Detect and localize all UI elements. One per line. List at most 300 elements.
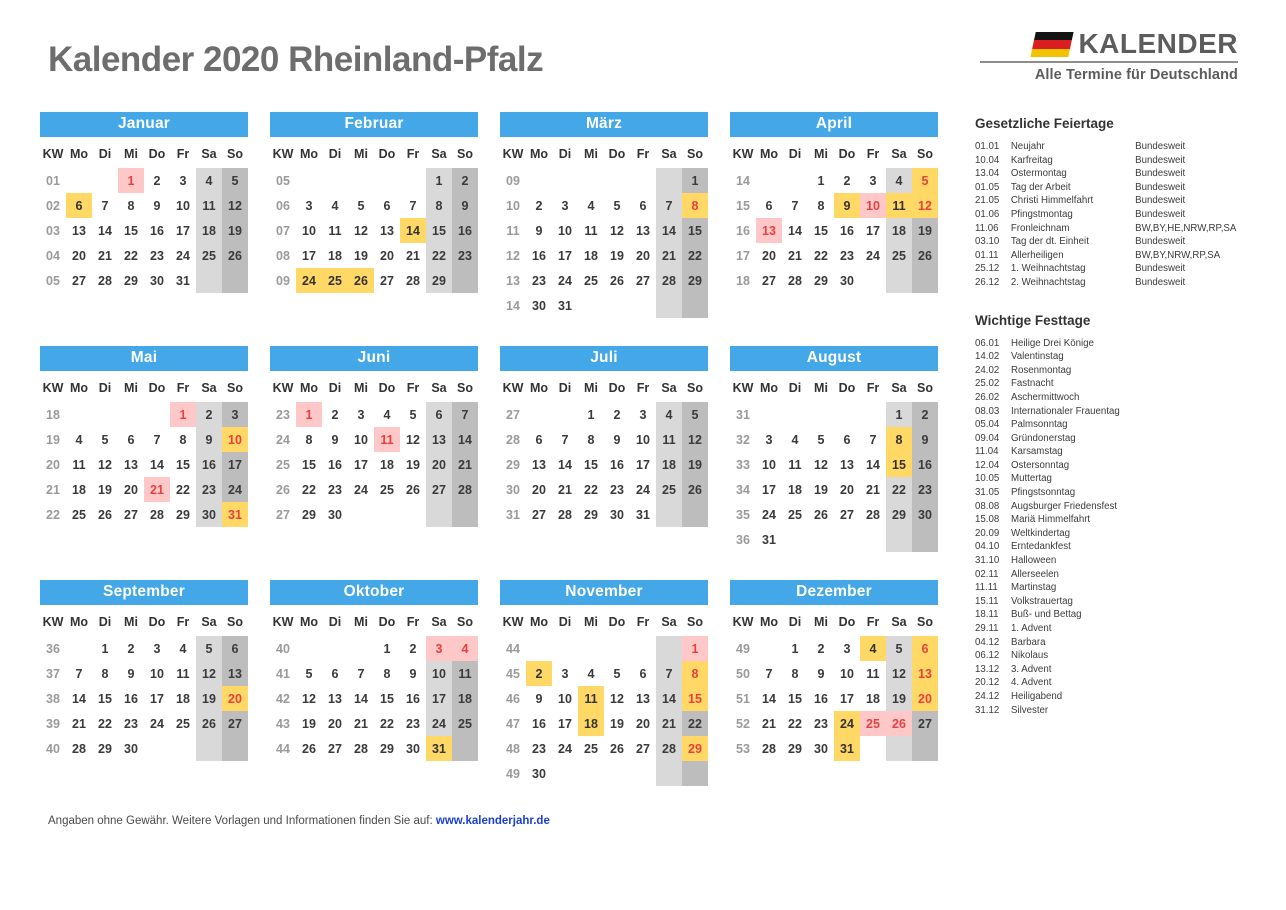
festive-row [975,460,1136,474]
week-row [730,661,938,686]
day-cell: 31 [762,532,776,547]
day-cell: 21 [762,716,776,731]
day-cell: 8 [179,432,187,447]
day-cell: 2 [127,641,135,656]
day-cell: 12 [354,223,368,238]
day-cell: 19 [406,457,420,472]
day-cell: 7 [656,193,682,218]
weekday-header-mi: Mi [584,146,598,161]
day-cell-empty [604,293,630,318]
festive-date: 25.02 [975,378,1000,390]
weekday-header-sa: Sa [431,380,447,395]
week-number: 35 [736,507,750,522]
day-cell: 16 [452,218,478,243]
day-cell-empty [808,402,834,427]
brand-subtitle: Alle Termine für Deutschland [1034,67,1238,83]
month-table [730,375,938,552]
day-cell-empty [322,168,348,193]
day-cell: 9 [912,427,938,452]
day-cell: 3 [843,641,851,656]
day-cell-empty [656,636,682,661]
week-row [40,193,248,218]
week-number: 10 [506,198,520,213]
week-number: 30 [506,482,520,497]
week-row [270,193,478,218]
week-number: 24 [276,432,290,447]
festive-name: 1. Advent [1011,623,1052,634]
day-cell: 14 [98,223,112,238]
week-row [270,402,478,427]
week-number: 41 [276,666,290,681]
day-cell: 7 [75,666,83,681]
festive-date: 02.11 [975,568,999,580]
week-row [500,218,708,243]
day-cell: 29 [682,736,708,761]
day-cell: 4 [331,198,339,213]
day-cell: 27 [840,507,854,522]
weekday-header-fr: Fr [176,380,190,395]
day-cell: 15 [124,223,138,238]
weekday-header-mi: Mi [124,146,138,161]
week-row [40,636,248,661]
day-cell: 4 [860,636,886,661]
day-cell: 17 [222,452,248,477]
day-cell: 14 [150,457,164,472]
day-cell: 11 [196,193,222,218]
day-cell-empty [552,402,578,427]
month-row [40,346,960,552]
weekday-header-fr: Fr [176,614,190,629]
week-row [40,168,248,193]
day-cell-empty [526,402,552,427]
day-cell: 20 [912,686,938,711]
footer [48,815,550,827]
weekday-header-di: Di [788,380,802,395]
day-cell: 9 [817,666,825,681]
weekday-header-so: So [917,146,933,161]
day-cell: 10 [558,691,572,706]
brand-logo [938,30,1238,83]
day-cell: 12 [886,661,912,686]
day-cell: 14 [558,457,572,472]
festive-name: Heiligabend [1011,690,1063,702]
festive-name: Buß- und Bettag [1011,609,1082,621]
festive-date: 04.12 [975,636,1000,648]
festive-name: Heilige Drei Könige [1011,337,1094,349]
weekday-header-kw: KW [272,380,294,395]
day-cell: 21 [406,248,420,263]
festive-date: 11.11 [975,582,998,594]
day-cell: 13 [222,661,248,686]
day-cell: 26 [98,507,112,522]
holiday-date: 21.05 [975,195,1000,207]
week-row [40,268,248,293]
festive-date: 13.12 [975,663,1000,675]
day-cell: 11 [374,427,400,452]
festive-name: Augsburger Friedensfest [1011,500,1118,512]
day-cell: 24 [222,477,248,502]
day-cell: 5 [613,666,621,681]
day-cell-empty [656,761,682,786]
holiday-region: Bundesweit [1135,195,1186,207]
day-cell: 11 [72,457,86,472]
day-cell: 17 [354,457,368,472]
day-cell: 17 [762,482,776,497]
week-number: 46 [506,691,520,706]
day-cell: 14 [452,427,478,452]
day-cell: 25 [860,711,886,736]
day-cell: 14 [656,218,682,243]
day-cell: 30 [912,502,938,527]
day-cell-empty [452,502,478,527]
holiday-name: Pfingstmontag [1010,208,1073,220]
day-cell: 17 [558,716,572,731]
month-block [40,346,270,552]
week-row [270,427,478,452]
week-row [730,527,938,552]
day-cell: 31 [834,736,860,761]
day-cell-empty [782,402,808,427]
week-row [500,427,708,452]
holidays-title: Gesetzliche Feiertage [975,116,1114,131]
day-cell: 18 [380,457,394,472]
week-row [500,168,708,193]
weekday-header-do: Do [378,146,396,161]
festive-date: 20.12 [975,677,1000,689]
day-cell: 2 [613,407,621,422]
day-cell: 5 [682,402,708,427]
day-cell: 23 [196,477,222,502]
weekday-header-do: Do [148,614,166,629]
week-number: 40 [46,741,60,756]
day-cell: 1 [383,641,391,656]
weekday-header-mo: Mo [759,380,779,395]
week-row [730,268,938,293]
week-row [500,193,708,218]
weekday-header-mo: Mo [759,614,779,629]
day-cell-empty [552,636,578,661]
week-number: 02 [46,198,60,213]
festive-name: Martinstag [1011,582,1057,594]
day-cell: 26 [406,482,420,497]
day-cell-empty [630,293,656,318]
weekday-header-sa: Sa [891,380,907,395]
day-cell: 20 [380,248,394,263]
holiday-name: Christi Himmelfahrt [1010,195,1094,207]
festive-name: Halloween [1011,555,1057,567]
day-cell: 17 [558,248,572,263]
holiday-name: Neujahr [1010,141,1045,152]
festive-name: Rosenmontag [1011,364,1072,376]
day-cell: 5 [912,168,938,193]
month-table [730,141,938,293]
day-cell: 8 [426,193,452,218]
festive-date: 18.11 [975,609,999,621]
week-number: 44 [506,641,520,656]
month-block [270,580,500,786]
day-cell: 20 [762,248,776,263]
holiday-date: 13.04 [975,168,1000,180]
day-cell: 28 [354,741,368,756]
festive-name: Mariä Himmelfahrt [1011,514,1091,526]
day-cell: 15 [98,691,112,706]
day-cell-empty [604,761,630,786]
day-cell: 24 [834,711,860,736]
weekday-header-mi: Mi [354,380,368,395]
week-row [270,477,478,502]
festive-name: 4. Advent [1011,677,1052,689]
day-cell: 24 [296,268,322,293]
day-cell: 4 [587,666,595,681]
day-cell: 24 [150,716,164,731]
weekday-header-fr: Fr [636,146,650,161]
holiday-row [975,250,1245,264]
month-block [500,112,730,318]
festive-date: 05.04 [975,419,1000,431]
week-number: 04 [46,248,60,263]
festive-row [975,365,1136,379]
day-cell: 23 [452,243,478,268]
day-cell: 2 [409,641,417,656]
day-cell-empty [834,402,860,427]
day-cell: 24 [426,711,452,736]
holiday-name: Karfreitag [1010,154,1053,166]
week-row [270,686,478,711]
weekday-header-sa: Sa [661,380,677,395]
day-cell: 10 [558,223,572,238]
day-cell: 22 [886,477,912,502]
weekday-header-mi: Mi [814,614,828,629]
day-cell: 1 [426,168,452,193]
day-cell: 19 [682,452,708,477]
day-cell: 10 [426,661,452,686]
day-cell: 8 [383,666,391,681]
day-cell: 13 [72,223,86,238]
week-number: 03 [46,223,60,238]
day-cell-empty [348,502,374,527]
weekday-header-fr: Fr [176,146,190,161]
day-cell: 3 [222,402,248,427]
festive-date: 31.05 [975,487,1000,499]
holiday-date: 01.11 [975,249,999,261]
day-cell: 14 [354,691,368,706]
week-number: 17 [736,248,750,263]
holiday-row [975,223,1245,237]
weekday-header-kw: KW [42,380,64,395]
day-cell: 29 [584,507,598,522]
day-cell-empty [526,636,552,661]
week-row [40,661,248,686]
week-number: 27 [506,407,520,422]
day-cell: 18 [176,691,190,706]
holiday-name: Fronleichnam [1010,222,1070,234]
week-row [500,636,708,661]
day-cell: 9 [127,666,135,681]
weekday-header-mo: Mo [69,380,89,395]
weekday-header-do: Do [608,146,626,161]
month-title: Mai [40,346,248,371]
month-table [270,609,478,761]
day-cell: 6 [331,666,339,681]
day-cell: 29 [124,273,138,288]
holiday-date: 25.12 [975,263,1000,275]
day-cell-empty [630,761,656,786]
weekday-header-mo: Mo [299,146,319,161]
week-number: 09 [506,173,520,188]
day-cell: 14 [866,457,880,472]
day-cell: 21 [354,716,368,731]
day-cell: 12 [682,427,708,452]
day-cell-empty [348,168,374,193]
week-number: 49 [736,641,750,656]
holiday-row [975,209,1245,223]
day-cell: 1 [682,168,708,193]
holiday-region: Bundesweit [1135,181,1186,193]
week-number: 25 [276,457,290,472]
day-cell: 30 [124,741,138,756]
weekday-header-mo: Mo [69,146,89,161]
day-cell: 12 [912,193,938,218]
day-cell: 4 [196,168,222,193]
month-title: November [500,580,708,605]
day-cell: 9 [535,223,543,238]
weekday-header-do: Do [148,380,166,395]
day-cell-empty [348,636,374,661]
weekday-header-kw: KW [42,614,64,629]
day-cell: 2 [196,402,222,427]
week-number: 43 [276,716,290,731]
day-cell: 19 [196,686,222,711]
holidays-table [975,141,1245,291]
day-cell: 28 [788,273,802,288]
day-cell: 30 [150,273,164,288]
day-cell: 2 [843,173,851,188]
day-cell: 25 [452,711,478,736]
day-cell: 9 [331,432,339,447]
day-cell: 25 [72,507,86,522]
day-cell: 25 [656,477,682,502]
month-table [40,609,248,761]
weekday-header-di: Di [98,146,112,161]
day-cell: 7 [452,402,478,427]
day-cell: 24 [636,482,650,497]
weekday-header-mi: Mi [124,380,138,395]
day-cell: 28 [452,477,478,502]
day-cell-empty [578,761,604,786]
weekday-header-mo: Mo [299,614,319,629]
weekday-header-mi: Mi [584,380,598,395]
month-block [500,580,730,786]
day-cell: 29 [380,741,394,756]
day-cell: 21 [788,248,802,263]
week-number: 12 [506,248,520,263]
day-cell-empty [578,293,604,318]
week-number: 50 [736,666,750,681]
day-cell: 4 [179,641,187,656]
day-cell-empty [656,502,682,527]
day-cell: 20 [222,686,248,711]
day-cell: 28 [762,741,776,756]
day-cell: 10 [636,432,650,447]
week-number: 15 [736,198,750,213]
day-cell-empty [886,268,912,293]
week-row [270,661,478,686]
day-cell: 19 [814,482,828,497]
day-cell: 28 [406,273,420,288]
day-cell: 10 [762,457,776,472]
day-cell: 6 [639,198,647,213]
month-title: September [40,580,248,605]
festive-row [975,609,1136,623]
day-cell: 30 [610,507,624,522]
day-cell-empty [196,736,222,761]
day-cell: 28 [150,507,164,522]
day-cell-empty [912,527,938,552]
day-cell: 1 [682,636,708,661]
day-cell: 25 [584,273,598,288]
day-cell-empty [296,168,322,193]
day-cell: 15 [426,218,452,243]
weekday-header-fr: Fr [406,146,420,161]
weekday-header-fr: Fr [866,146,880,161]
day-cell: 26 [222,243,248,268]
day-cell: 22 [176,482,190,497]
day-cell: 28 [558,507,572,522]
day-cell: 9 [834,193,860,218]
day-cell: 5 [613,198,621,213]
day-cell: 21 [866,482,880,497]
holiday-region: BW,BY,HE,NRW,RP,SA [1135,222,1237,234]
weekday-header-kw: KW [732,380,754,395]
festive-date: 11.04 [975,446,999,458]
week-number: 21 [46,482,60,497]
day-cell: 2 [535,198,543,213]
weekday-header-kw: KW [732,614,754,629]
day-cell: 18 [866,691,880,706]
day-cell: 4 [452,636,478,661]
week-row [270,218,478,243]
day-cell: 10 [860,193,886,218]
day-cell: 29 [886,502,912,527]
festive-title: Wichtige Festtage [975,312,1091,328]
weekday-header-so: So [687,380,703,395]
day-cell: 14 [788,223,802,238]
day-cell: 6 [535,432,543,447]
day-cell-empty [860,736,886,761]
day-cell: 5 [196,636,222,661]
weekday-header-kw: KW [502,380,524,395]
holiday-region: Bundesweit [1135,263,1186,275]
day-cell: 27 [222,711,248,736]
day-cell: 10 [176,198,190,213]
footer-link[interactable]: www.kalenderjahr.de [435,815,550,827]
week-number: 27 [276,507,290,522]
day-cell: 27 [72,273,86,288]
day-cell: 8 [886,427,912,452]
week-number: 08 [276,248,290,263]
day-cell: 30 [532,298,546,313]
festive-row [975,691,1136,705]
day-cell-empty [92,402,118,427]
day-cell: 31 [426,736,452,761]
week-row [730,736,938,761]
day-cell: 11 [886,193,912,218]
day-cell: 12 [196,661,222,686]
week-row [500,502,708,527]
month-title: März [500,112,708,137]
day-cell: 30 [328,507,342,522]
holiday-row [975,236,1245,250]
